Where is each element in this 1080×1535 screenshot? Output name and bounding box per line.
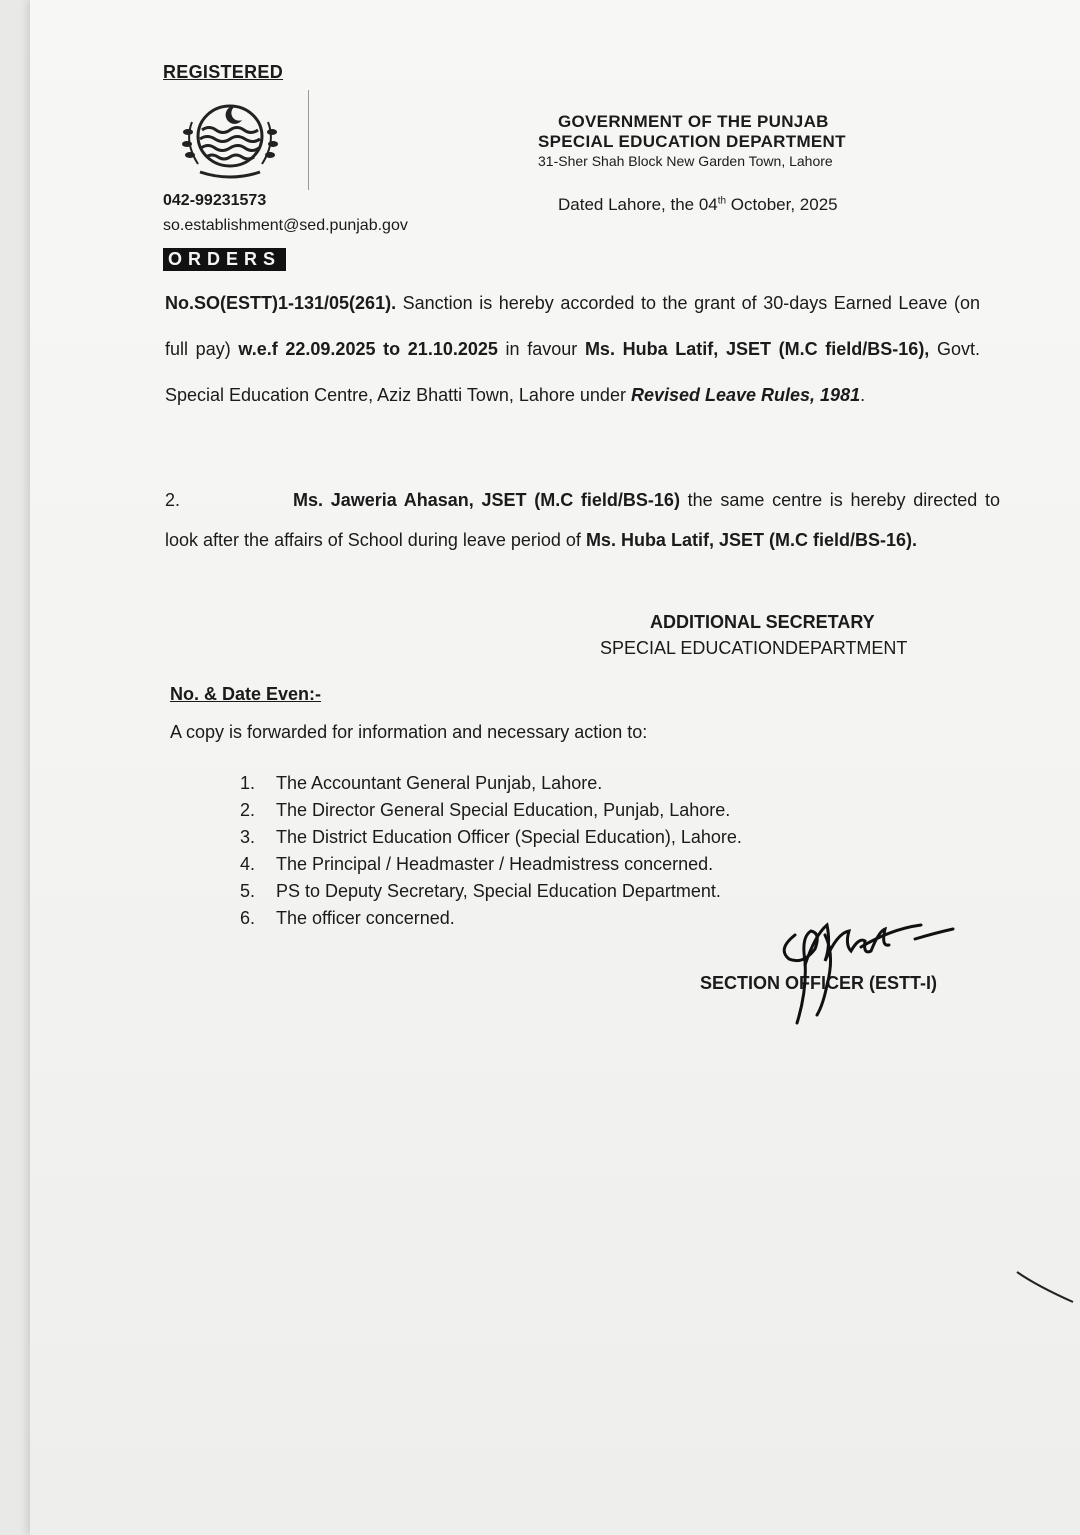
registered-label: REGISTERED	[163, 62, 284, 82]
distribution-list	[240, 770, 742, 932]
list-item: 4. The Principal / Headmaster / Headmistress concerned.	[240, 854, 714, 874]
order-paragraph-2: 2. Ms. Jaweria Ahasan, JSET (M.C field/BS-16) the same centre is hereby directed to look after the affairs of School during leave period of Ms. Huba Latif, JSET (M.C field/BS-16).	[165, 480, 1000, 560]
dated-line: Dated Lahore, the 04th October, 2025	[558, 195, 838, 214]
signatory-title: ADDITIONAL SECRETARY	[650, 612, 875, 632]
signatory-department: SPECIAL EDUCATIONDEPARTMENT	[600, 638, 908, 658]
pen-mark	[1015, 1270, 1075, 1310]
government-title: GOVERNMENT OF THE PUNJAB	[558, 112, 829, 131]
leave-dates: w.e.f 22.09.2025 to 21.10.2025	[238, 339, 498, 359]
employee-name: Ms. Huba Latif, JSET (M.C field/BS-16).	[585, 530, 917, 550]
incharge-name: Ms. Jaweria Ahasan,	[293, 490, 474, 510]
document-page	[30, 0, 1080, 1535]
list-item: 2. The Director General Special Education, Punjab, Lahore.	[240, 800, 731, 820]
employee-name: Ms. Huba Latif, JSET (M.C field/BS-16),	[584, 339, 930, 359]
distribution-intro: A copy is forwarded for information and necessary action to:	[170, 722, 648, 742]
department-title: SPECIAL EDUCATION DEPARTMENT	[538, 132, 846, 151]
punjab-government-emblem-icon	[170, 92, 290, 184]
email-address: so.establishment@sed.punjab.gov	[163, 217, 408, 234]
section-officer-title: SECTION OFFICER (ESTT-I)	[700, 973, 937, 993]
list-item: 1. The Accountant General Punjab, Lahore.	[240, 773, 603, 793]
order-number: No.SO(ESTT)1-131/05(261).	[165, 293, 397, 313]
list-item: 3. The District Education Officer (Special Education), Lahore.	[240, 827, 742, 847]
divider	[308, 90, 309, 190]
orders-heading: ORDERS	[163, 248, 286, 271]
leave-rules: Revised Leave Rules, 1981	[630, 385, 861, 405]
handwritten-signature	[765, 895, 965, 1035]
phone-number: 042-99231573	[163, 192, 267, 209]
order-paragraph-1: No.SO(ESTT)1-131/05(261). Sanction is hereby accorded to the grant of 30-days Earned Leave (on full pay) w.e.f 22.09.2025 to 21.10.2025 in favour Ms. Huba Latif, JSET (M.C field/BS-16), Govt. Special Education Centre, Aziz Bhatti Town, Lahore under Revised Leave Rules, 1981.	[165, 293, 980, 405]
department-address: 31-Sher Shah Block New Garden Town, Lahore	[538, 153, 833, 169]
paragraph-number: 2.	[165, 490, 181, 510]
list-item: 5. PS to Deputy Secretary, Special Education Department.	[240, 881, 721, 901]
distribution-heading: No. & Date Even:-	[170, 684, 322, 704]
list-item: 6. The officer concerned.	[240, 908, 455, 928]
